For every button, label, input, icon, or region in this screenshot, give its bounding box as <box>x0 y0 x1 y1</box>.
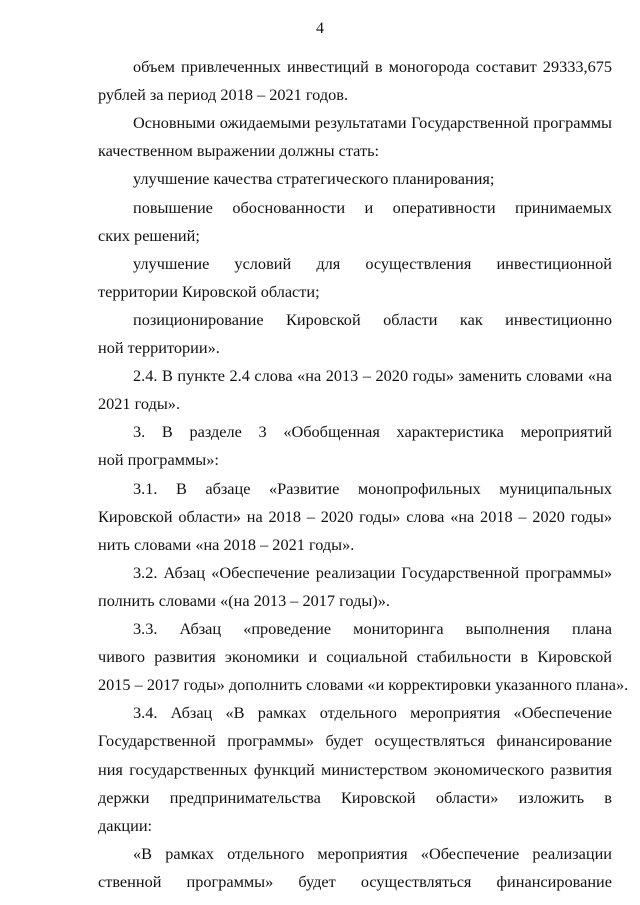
text-line: позиционирование Кировской области как инвестиционно <box>133 310 612 329</box>
text-line: держки предпринимательства Кировской области» изложить в <box>98 788 612 807</box>
text-line: Кировской области» на 2018 – 2020 годы» слова «на 2018 – 2020 годы» <box>98 507 612 526</box>
text-line: 3.3. Абзац «проведение мониторинга выполнения плана <box>133 619 612 638</box>
text-line: Государственной программы» будет осуществляться финансирование <box>98 731 612 750</box>
text-line: 2015 – 2017 годы» дополнить словами «и корректировки указанного плана». <box>98 675 629 694</box>
text-line: повышение обоснованности и оперативности принимаемых <box>133 198 612 217</box>
page-number: 4 <box>316 20 324 37</box>
text-line: улучшение качества стратегического планирования; <box>133 169 495 188</box>
text-line: дакции: <box>98 816 153 835</box>
text-line: ских решений; <box>98 226 200 245</box>
text-line: Основными ожидаемыми результатами Государственной программы <box>133 113 612 132</box>
text-line: ния государственных функций министерством экономического развития <box>98 760 612 779</box>
text-line: ной территории». <box>98 338 220 357</box>
text-line: улучшение условий для осуществления инвестиционной <box>133 254 612 273</box>
text-line: объем привлеченных инвестиций в моногорода составит 29333,675 <box>133 57 612 76</box>
text-line: 3.1. В абзаце «Развитие монопрофильных муниципальных <box>133 479 612 498</box>
text-line: 2021 годы». <box>98 394 181 413</box>
text-line: 3.2. Абзац «Обеспечение реализации Государственной программы» <box>133 563 612 582</box>
text-line: полнить словами «(на 2013 – 2017 годы)». <box>98 591 390 610</box>
text-line: рублей за период 2018 – 2021 годов. <box>98 85 349 104</box>
text-line: территории Кировской области; <box>98 282 320 301</box>
text-line: чивого развития экономики и социальной стабильности в Кировской <box>98 647 612 666</box>
text-line: 3.4. Абзац «В рамках отдельного мероприятия «Обеспечение <box>133 703 612 722</box>
text-line: ственной программы» будет осуществляться финансирование <box>98 872 612 891</box>
text-line: нить словами «на 2018 – 2021 годы». <box>98 535 355 554</box>
text-line: 2.4. В пункте 2.4 слова «на 2013 – 2020 годы» заменить словами «на <box>133 366 612 385</box>
text-line: 3. В разделе 3 «Обобщенная характеристика мероприятий <box>133 422 612 441</box>
text-line: качественном выражении должны стать: <box>98 141 380 160</box>
text-line: «В рамках отдельного мероприятия «Обеспечение реализации <box>133 844 612 863</box>
text-line: ной программы»: <box>98 450 219 469</box>
